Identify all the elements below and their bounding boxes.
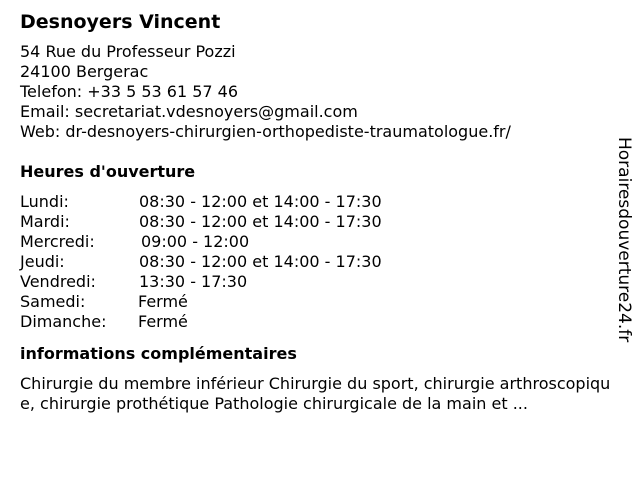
hours-table — [20, 192, 620, 332]
hours-row-wednesday — [20, 232, 620, 252]
day-label: Mardi: — [20, 212, 70, 231]
hours-row-sunday — [20, 312, 620, 332]
day-label: Dimanche: — [20, 312, 107, 331]
site-watermark: Horairesdouverture24.fr — [614, 137, 634, 343]
hours-row-monday — [20, 192, 620, 212]
day-hours: Fermé — [138, 312, 188, 331]
day-hours: 13:30 - 17:30 — [139, 272, 248, 291]
business-card — [20, 10, 620, 414]
day-label: Jeudi: — [20, 252, 65, 271]
day-hours: 08:30 - 12:00 et 14:00 - 17:30 — [139, 192, 382, 211]
hours-row-saturday — [20, 292, 620, 312]
day-hours: 08:30 - 12:00 et 14:00 - 17:30 — [139, 252, 382, 271]
day-hours: 08:30 - 12:00 et 14:00 - 17:30 — [139, 212, 382, 231]
info-text: Chirurgie du membre inférieur Chirurgie du sport, chirurgie arthroscopique, chirurgie prothétique Pathologie chirurgicale de la main et ... — [20, 374, 611, 413]
day-label: Lundi: — [20, 192, 69, 211]
info-title: informations complémentaires — [20, 344, 297, 363]
day-hours: Fermé — [138, 292, 188, 311]
web-line: Web: dr-desnoyers-chirurgien-orthopediste-traumatologue.fr/ — [20, 122, 511, 141]
day-label: Samedi: — [20, 292, 86, 311]
email-line: Email: secretariat.vdesnoyers@gmail.com — [20, 102, 358, 121]
hours-row-thursday — [20, 252, 620, 272]
hours-row-tuesday — [20, 212, 620, 232]
business-name: Desnoyers Vincent — [20, 11, 221, 33]
address-city: 24100 Bergerac — [20, 62, 149, 81]
day-label: Vendredi: — [20, 272, 96, 291]
phone-line: Telefon: +33 5 53 61 57 46 — [20, 82, 239, 101]
day-hours: 09:00 - 12:00 — [141, 232, 250, 251]
hours-title: Heures d'ouverture — [20, 162, 196, 181]
day-label: Mercredi: — [20, 232, 95, 251]
hours-row-friday — [20, 272, 620, 292]
address-street: 54 Rue du Professeur Pozzi — [20, 42, 236, 61]
